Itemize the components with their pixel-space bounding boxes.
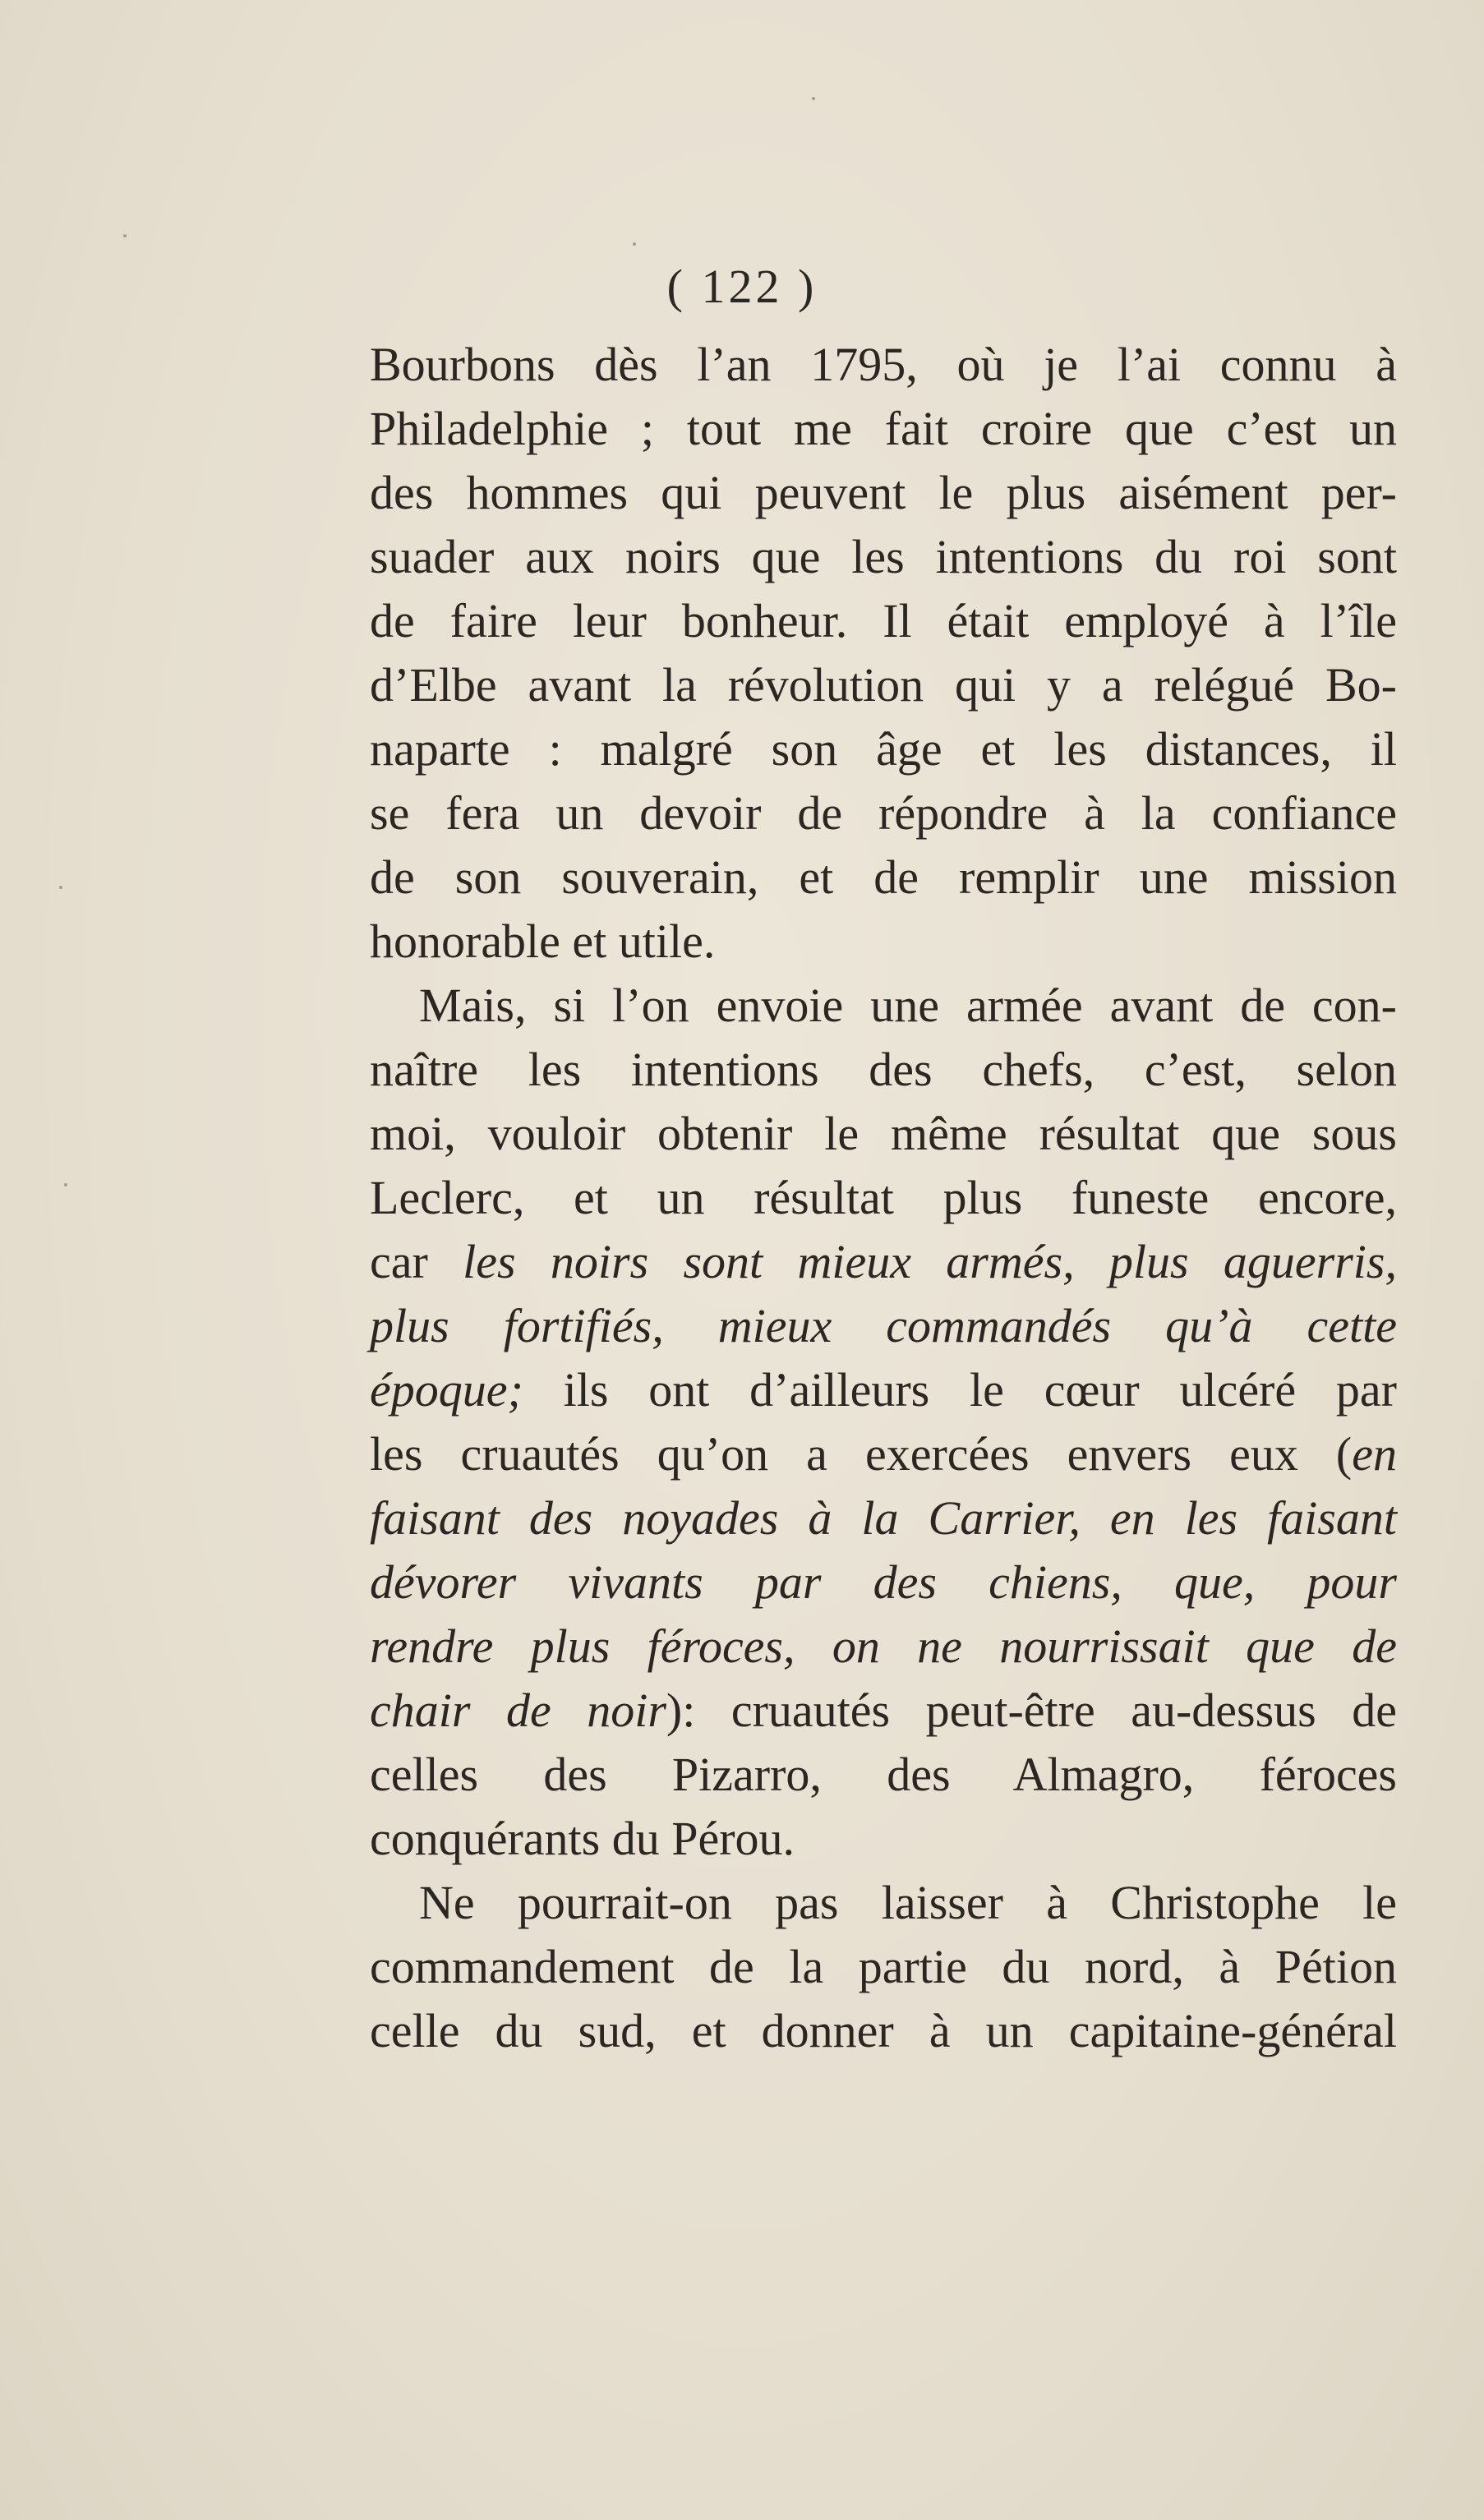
- text-line: [370, 1615, 1397, 1679]
- text-line: [370, 781, 1397, 845]
- text-run: se fera un devoir de répondre à la confiance: [370, 786, 1397, 840]
- italic-text: dévorer vivants par des chiens, que, pour: [370, 1555, 1397, 1609]
- text-run: de faire leur bonheur. Il était employé à l’île: [370, 594, 1397, 647]
- text-run: Mais, si l’on envoie une armée avant de con-: [419, 979, 1397, 1032]
- text-line: [370, 333, 1397, 397]
- text-line: [370, 653, 1397, 717]
- text-line: [370, 1550, 1397, 1615]
- text-line: [370, 1166, 1397, 1230]
- text-line: [370, 589, 1397, 653]
- text-run: honorable et utile.: [370, 914, 716, 968]
- text-run: Leclerc, et un résultat plus funeste encore,: [370, 1171, 1397, 1224]
- text-line: [370, 525, 1397, 589]
- text-line: [370, 1038, 1397, 1102]
- text-run: naître les intentions des chefs, c’est, selon: [370, 1043, 1397, 1096]
- text-line: [370, 717, 1397, 781]
- paper-speck: [123, 234, 127, 237]
- paper-speck: [812, 97, 815, 100]
- text-run: des hommes qui peuvent le plus aisément per-: [370, 466, 1397, 519]
- text-line: [370, 1230, 1397, 1294]
- text-line: [370, 1486, 1397, 1550]
- italic-text: faisant des noyades à la Carrier, en les faisant: [370, 1491, 1397, 1545]
- text-run: moi, vouloir obtenir le même résultat que sous: [370, 1107, 1397, 1160]
- text-run: Philadelphie ; tout me fait croire que c’est un: [370, 402, 1397, 455]
- text-run: les cruautés qu’on a exercées envers eux (: [370, 1427, 1353, 1481]
- page-number: ( 122 ): [666, 260, 818, 313]
- text-run: naparte : malgré son âge et les distances, il: [370, 722, 1397, 776]
- text-line: [370, 1807, 1397, 1871]
- text-line: [370, 1358, 1397, 1422]
- text-line: [370, 1294, 1397, 1358]
- text-line: [370, 1102, 1397, 1166]
- text-line: [370, 1935, 1397, 1999]
- body-text: [370, 333, 1397, 2063]
- text-run: car: [370, 1235, 463, 1288]
- paper-speck: [64, 1183, 67, 1186]
- italic-text: plus fortifiés, mieux commandés qu’à cette: [370, 1299, 1397, 1352]
- text-run: Ne pourrait-on pas laisser à Christophe le: [419, 1876, 1397, 1929]
- paper-speck: [59, 886, 62, 889]
- text-run: celles des Pizarro, des Almagro, féroces: [370, 1748, 1397, 1801]
- text-line: [370, 1422, 1397, 1486]
- text-run: d’Elbe avant la révolution qui y a relégué Bo-: [370, 658, 1397, 712]
- text-run: Bourbons dès l’an 1795, où je l’ai connu à: [370, 338, 1397, 391]
- text-line: [370, 974, 1397, 1038]
- text-run: de son souverain, et de remplir une mission: [370, 850, 1397, 904]
- text-line: [370, 910, 1397, 974]
- text-run: conquérants du Pérou.: [370, 1812, 795, 1865]
- text-line: [370, 461, 1397, 525]
- text-line: [370, 397, 1397, 461]
- italic-text: rendre plus féroces, on ne nourrissait que de: [370, 1619, 1397, 1673]
- text-run: commandement de la partie du nord, à Pétion: [370, 1940, 1397, 1993]
- text-run: suader aux noirs que les intentions du roi sont: [370, 530, 1397, 583]
- italic-text: les noirs sont mieux armés, plus aguerris,: [463, 1235, 1397, 1288]
- text-run: ): cruautés peut-être au-dessus de: [666, 1684, 1397, 1737]
- text-line: [370, 1871, 1397, 1935]
- text-line: [370, 1999, 1397, 2063]
- text-run: celle du sud, et donner à un capitaine-général: [370, 2004, 1397, 2057]
- text-run: ils ont d’ailleurs le cœur ulcéré par: [523, 1363, 1397, 1417]
- paper-speck: [633, 242, 636, 246]
- text-line: [370, 1743, 1397, 1807]
- italic-text: en: [1352, 1427, 1397, 1481]
- italic-text: chair de noir: [370, 1684, 666, 1737]
- text-line: [370, 845, 1397, 910]
- italic-text: époque;: [370, 1363, 523, 1417]
- text-line: [370, 1679, 1397, 1743]
